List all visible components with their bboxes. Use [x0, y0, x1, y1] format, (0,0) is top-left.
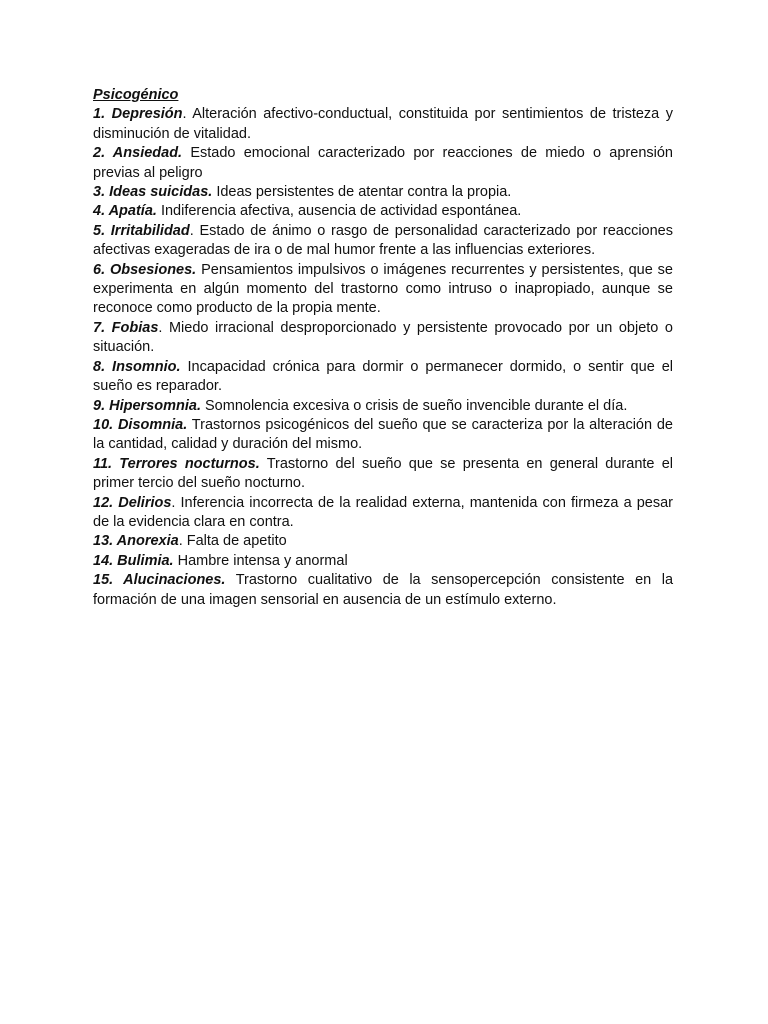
- entry-definition: Trastorno del sueño que se presenta en general durante el primer tercio del sueño nocturno.: [93, 455, 673, 492]
- entry-definition: . Estado de ánimo o rasgo de personalidad caracterizado por reacciones afectivas exageradas de ira o de mal humor frente a las influencias exteriores.: [93, 222, 673, 259]
- entry-definition: Ideas persistentes de atentar contra la propia.: [212, 184, 512, 201]
- entry-15: [93, 571, 673, 610]
- entry-definition: Estado emocional caracterizado por reacciones de miedo o aprensión previas al peligro: [93, 145, 673, 181]
- document-page: [93, 86, 673, 610]
- entry-term: 15. Alucinaciones.: [93, 572, 226, 589]
- entry-definition: . Inferencia incorrecta de la realidad externa, mantenida con firmeza a pesar de la evidencia clara en contra.: [93, 494, 673, 530]
- entry-definition: Pensamientos impulsivos o imágenes recurrentes y persistentes, que se experimenta en algún momento del trastorno como intruso o inapropiado, aunque se reconoce como producto de la propia mente.: [93, 261, 674, 317]
- entry-9: [93, 397, 673, 416]
- entry-definition: . Miedo irracional desproporcionado y persistente provocado por un objeto o situación.: [93, 319, 673, 356]
- entry-term: 9. Hipersomnia.: [93, 397, 201, 414]
- entry-8: [93, 358, 673, 397]
- entry-term: 6. Obsesiones.: [93, 261, 197, 278]
- entry-10: [93, 416, 673, 455]
- entry-term: 13. Anorexia: [93, 533, 179, 550]
- entry-term: 10. Disomnia.: [93, 416, 188, 433]
- entry-7: [93, 319, 673, 358]
- entry-11: [93, 455, 673, 494]
- entry-term: 5. Irritabilidad: [93, 222, 190, 239]
- entry-1: [93, 105, 673, 144]
- entry-term: 8. Insomnio.: [93, 358, 181, 375]
- entry-definition: Trastorno cualitativo de la sensopercepción consistente en la formación de una imagen sensorial en ausencia de un estímulo externo.: [93, 572, 674, 608]
- entry-5: [93, 222, 673, 261]
- entry-term: 14. Bulimia.: [93, 552, 174, 569]
- entry-definition: Indiferencia afectiva, ausencia de actividad espontánea.: [156, 203, 522, 220]
- entry-3: [93, 183, 673, 202]
- entry-definition: Incapacidad crónica para dormir o permanecer dormido, o sentir que el sueño es reparador.: [93, 358, 673, 395]
- entry-definition: . Falta de apetito: [178, 533, 287, 550]
- entry-term: 7. Fobias: [93, 319, 159, 336]
- entry-term: 4. Apatía.: [93, 203, 157, 220]
- entry-term: 11. Terrores nocturnos.: [93, 455, 260, 472]
- entry-4: [93, 202, 673, 221]
- entry-12: [93, 494, 673, 533]
- entry-term: 3. Ideas suicidas.: [93, 184, 213, 201]
- entry-term: 2. Ansiedad.: [93, 145, 183, 162]
- document-heading: Psicogénico: [93, 87, 179, 103]
- entry-14: [93, 552, 673, 571]
- entry-term: 1. Depresión: [93, 106, 183, 123]
- entry-definition: Hambre intensa y anormal: [173, 552, 348, 569]
- entry-definition: Trastornos psicogénicos del sueño que se caracteriza por la alteración de la cantidad, calidad y duración del mismo.: [93, 416, 673, 453]
- entry-13: [93, 532, 673, 551]
- entry-term: 12. Delirios: [93, 494, 172, 511]
- entry-definition: . Alteración afectivo-conductual, constituida por sentimientos de tristeza y disminución de vitalidad.: [93, 106, 673, 142]
- entry-2: [93, 144, 673, 183]
- entry-definition: Somnolencia excesiva o crisis de sueño invencible durante el día.: [200, 397, 628, 414]
- entry-6: [93, 261, 673, 319]
